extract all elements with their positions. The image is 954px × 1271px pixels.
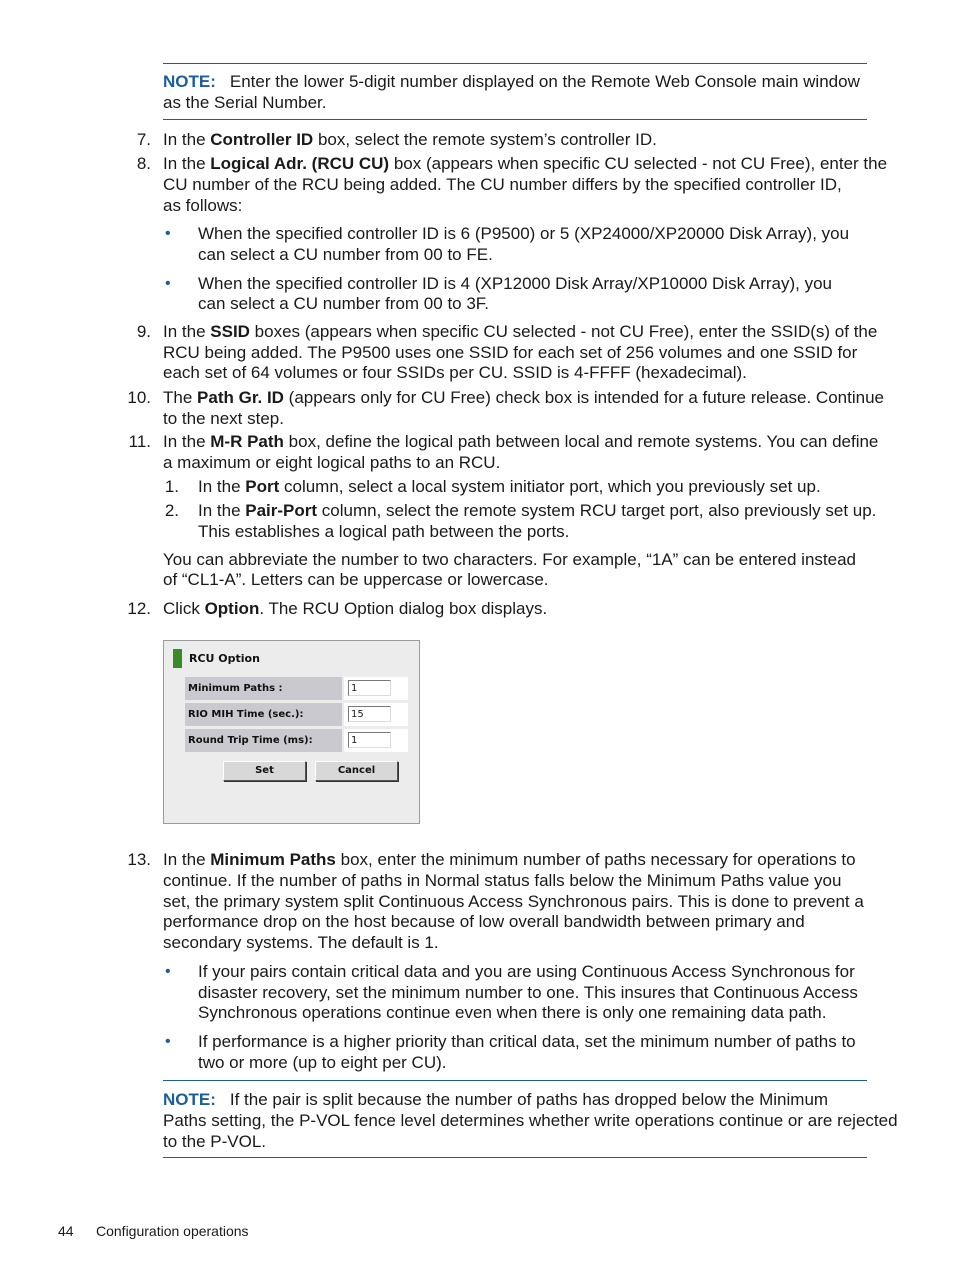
step-12-text: Click Option. The RCU Option dialog box displays.: [163, 599, 548, 618]
step-11-sub2-line2: This establishes a logical path between the ports.: [198, 522, 570, 541]
step-8-line2: CU number of the RCU being added. The CU number differs by the specified controller ID,: [163, 175, 842, 194]
step-9-line3: each set of 64 volumes or four SSIDs per CU. SSID is 4-FFFF (hexadecimal).: [163, 363, 747, 382]
step-13-bullet1-line1: If your pairs contain critical data and you are using Continuous Access Synchronous for: [198, 962, 855, 981]
step-8-bullet1-line1: When the specified controller ID is 6 (P9500) or 5 (XP24000/XP20000 Disk Array), you: [198, 224, 850, 243]
step-13-line1: In the Minimum Paths box, enter the minimum number of paths necessary for operations to: [163, 850, 856, 869]
step-9-line1: In the SSID boxes (appears when specific CU selected - not CU Free), enter the SSID(s) of the: [163, 322, 878, 341]
step-11-sub1: In the Port column, select a local system initiator port, which you previously set up.: [198, 477, 821, 496]
step-11-para-line1: You can abbreviate the number to two characters. For example, “1A” can be entered instead: [163, 550, 856, 569]
round-trip-time-cell: [344, 729, 408, 752]
step-number: 8.: [136, 154, 151, 173]
step-13-bullet1-line2: disaster recovery, set the minimum number to one. This insures that Continuous Access: [198, 983, 858, 1002]
step-number: 7.: [136, 130, 151, 149]
minimum-paths-label: Minimum Paths :: [185, 677, 342, 700]
step-10-line1: The Path Gr. ID (appears only for CU Free) check box is intended for a future release. Continue: [163, 388, 884, 407]
step-13-line2: continue. If the number of paths in Normal status falls below the Minimum Paths value you: [163, 871, 842, 890]
note-label: NOTE:: [163, 1090, 216, 1109]
note-bottom-line3: to the P-VOL.: [163, 1132, 266, 1151]
footer-section-title: Configuration operations: [96, 1223, 249, 1239]
substep-number: 1.: [164, 477, 179, 496]
bullet-icon: •: [165, 225, 171, 242]
minimum-paths-cell: [344, 677, 408, 700]
page-number: 44: [58, 1223, 74, 1239]
step-8-bullet2-line1: When the specified controller ID is 4 (XP12000 Disk Array/XP10000 Disk Array), you: [198, 274, 833, 293]
step-number: 12.: [127, 599, 151, 618]
dialog-title: RCU Option: [189, 652, 260, 665]
step-11-sub2-line1: In the Pair-Port column, select the remote system RCU target port, also previously set up.: [198, 501, 877, 520]
step-11-line2: a maximum or eight logical paths to an RCU.: [163, 453, 501, 472]
step-8-line1: In the Logical Adr. (RCU CU) box (appears when specific CU selected - not CU Free), enter the: [163, 154, 888, 173]
step-11-para-line2: of “CL1-A”. Letters can be uppercase or lowercase.: [163, 570, 549, 589]
bullet-icon: •: [165, 275, 171, 292]
step-13-bullet2-line2: two or more (up to eight per CU).: [198, 1053, 447, 1072]
step-number: 11.: [128, 432, 151, 451]
step-11-line1: In the M-R Path box, define the logical path between local and remote systems. You can define: [163, 432, 879, 451]
step-9-line2: RCU being added. The P9500 uses one SSID for each set of 256 volumes and one SSID for: [163, 343, 858, 362]
rcu-option-dialog: [163, 640, 420, 824]
bullet-icon: •: [165, 963, 171, 980]
rio-mih-time-cell: [344, 703, 408, 726]
step-7-text: In the Controller ID box, select the remote system’s controller ID.: [163, 130, 657, 149]
step-8-bullet1-line2: can select a CU number from 00 to FE.: [198, 245, 493, 264]
step-10-line2: to the next step.: [163, 409, 284, 428]
cancel-button[interactable]: Cancel: [315, 761, 398, 781]
step-8-bullet2-line2: can select a CU number from 00 to 3F.: [198, 294, 490, 313]
note-top-line1: NOTE: Enter the lower 5-digit number displayed on the Remote Web Console main window: [163, 72, 860, 91]
rio-mih-time-input[interactable]: 15: [348, 706, 391, 722]
step-13-bullet2-line1: If performance is a higher priority than critical data, set the minimum number of paths to: [198, 1032, 856, 1051]
step-13-line4: performance drop on the host because of low overall bandwidth between primary and: [163, 912, 805, 931]
step-number: 13.: [127, 850, 151, 869]
note-top: [163, 63, 867, 120]
step-8-line3: as follows:: [163, 196, 243, 215]
minimum-paths-input[interactable]: 1: [348, 680, 391, 696]
note-label: NOTE:: [163, 72, 216, 91]
round-trip-time-label: Round Trip Time (ms):: [185, 729, 342, 752]
step-number: 9.: [136, 322, 151, 341]
substep-number: 2.: [164, 501, 179, 520]
step-13-line3: set, the primary system split Continuous Access Synchronous pairs. This is done to prevent a: [163, 892, 864, 911]
note-bottom: [163, 1080, 898, 1158]
rio-mih-time-label: RIO MIH Time (sec.):: [185, 703, 342, 726]
set-button[interactable]: Set: [223, 761, 306, 781]
step-13-line5: secondary systems. The default is 1.: [163, 933, 439, 952]
note-bottom-line1: NOTE: If the pair is split because the number of paths has dropped below the Minimum: [163, 1090, 829, 1109]
step-number: 10.: [127, 388, 151, 407]
round-trip-time-input[interactable]: 1: [348, 732, 391, 748]
note-bottom-line2: Paths setting, the P-VOL fence level determines whether write operations continue or are rejected: [163, 1111, 898, 1130]
note-top-line2: as the Serial Number.: [163, 93, 327, 112]
title-accent-bar: [173, 649, 182, 668]
bullet-icon: •: [165, 1033, 171, 1050]
step-13-bullet1-line3: Synchronous operations continue even when there is only one remaining data path.: [198, 1003, 827, 1022]
